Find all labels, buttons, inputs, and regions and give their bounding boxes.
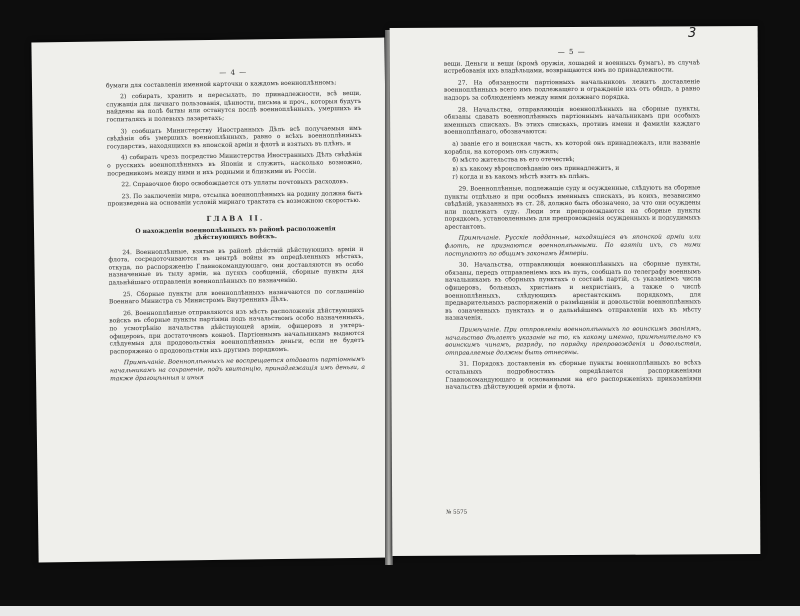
left-page <box>31 38 391 563</box>
paragraph: 31. Порядокъ доставленія въ сборные пункты военноплѣнныхъ во всѣхъ остальныхъ подробностяхъ опредѣляется распоряженіями Главнокомандующаго и основанными на его распоряженіяхъ приказаніями начальствъ дѣйствующей арміи и флота. <box>445 359 702 391</box>
paragraph: 22. Справочное бюро освобождается отъ уплаты почтовыхъ расходовъ. <box>121 178 349 189</box>
list-item: в) къ какому вѣроисповѣданію онъ принадлежитъ, и <box>452 164 620 173</box>
scan-border-strip <box>0 606 800 616</box>
paragraph: 24. Военноплѣнные, взятые въ районѣ дѣйствій дѣйствующихъ арміи и флота, сосредоточиваются въ центрѣ войны въ опредѣленныхъ мѣстахъ, откуда, по распоряженію Главнокомандующаго, они доставляются въ особо назначенные въ тылу арміи, на путяхъ сообщеній, сборные пункты для дальнѣйшаго отправленія военноплѣнныхъ по назначенію. <box>108 245 364 287</box>
paragraph: 4) собирать чрезъ посредство Министерства Иностранныхъ Дѣлъ свѣдѣнія о русскихъ военноплѣнныхъ въ Японіи и служить, насколько возможно, посредникомъ между ними и ихъ родными и близкими въ Россіи. <box>107 151 363 177</box>
list-item: г) когда и въ какомъ мѣстѣ взятъ въ плѣнъ. <box>452 173 590 181</box>
note: Примѣчаніе. При отправленіи военноплѣнныхъ по воинскимъ званіямъ, начальство дѣлаетъ указаніе на то, къ какому именно, примѣнительно къ воинскимъ чинамъ, разряду, по порядку препровожденія и довольствія, отправляемые должны быть отнесены. <box>445 325 702 357</box>
paragraph: 30. Начальства, отправляющія военноплѣнныхъ на сборные пункты, обязаны, передъ отправленіемъ ихъ въ путь, сообщать по телеграфу военнымъ начальникамъ въ сборныхъ пунктахъ о составѣ партій, съ указаніемъ числа офицеровъ, больныхъ, христіанъ и нехристіанъ, а также о числѣ военноплѣнныхъ, слѣдующихъ арестантскимъ порядкомъ, для предварительныхъ распоряженій о размѣщеніи и довольствіи военноплѣнныхъ въ означенныхъ пунктахъ и о дальнѣйшемъ отправленіи ихъ къ мѣсту назначенія. <box>444 260 702 323</box>
paragraph: бумаги для составленія именной карточки о каждомъ военноплѣнномъ; <box>105 78 337 90</box>
archive-page-number: 3 <box>688 26 697 41</box>
paragraph: вещи. Деньги и вещи (кромѣ оружія, лошадей и военныхъ бумагъ), въ случаѣ истребованія ихъ владѣльцами, возвращаются имъ по принадлежности. <box>443 58 700 75</box>
paragraph: 3) сообщать Министерству Иностранныхъ Дѣлъ всѣ получаемыя имъ свѣдѣнія объ умершихъ военноплѣнныхъ, равно о всѣхъ военноплѣнныхъ государствъ, находящихся въ японской арміи и флотѣ и взятыхъ въ плѣнъ, и <box>106 124 362 151</box>
right-page <box>390 26 761 556</box>
paragraph: 27. На обязанности партіонныхъ начальниковъ лежитъ доставленіе военноплѣнныхъ всего имъ подлежащего и огражденіе ихъ отъ обидъ, а равно надзоръ за соблюденіемъ между ними должнаго порядка. <box>443 78 700 102</box>
page-number-left: — 4 — <box>219 68 248 77</box>
page-number-right: — 5 — <box>557 47 586 57</box>
paragraph: 2) собирать, хранить и пересылать, по принадлежности, всѣ вещи, служащія для личнаго пользованія, цѣнности, письма и проч., которыя будутъ найдены на полѣ битвы или останутся послѣ военноплѣнныхъ, умершихъ въ госпиталяхъ и полевыхъ лазаретахъ; <box>106 90 362 124</box>
item-list <box>444 139 700 181</box>
list-item: б) мѣсто жительства въ его отечествѣ; <box>452 156 575 164</box>
note: Примѣчаніе. Военноплѣнныхъ не воспрещается отдавать партіоннымъ начальникамъ на сохраненіе, подъ квитанцію, принадлежащія имъ деньги, а также драгоцѣнныя и иныя <box>109 356 366 383</box>
note: Примѣчаніе. Русскіе подданные, находящіеся въ японской арміи или флотѣ, не признаются военноплѣнными. По взятіи ихъ, съ ними поступаютъ по общимъ законамъ Имперіи. <box>444 233 701 258</box>
list-item: а) званіе его и воинская часть, къ которой онъ принадлежалъ, или названіе корабля, на которомъ онъ служилъ; <box>444 139 701 156</box>
right-page-text <box>444 48 702 395</box>
paragraph: 25. Сборные пункты для военноплѣнныхъ назначаются по соглашенію Военнаго Министра съ Министромъ Внутреннихъ Дѣлъ. <box>108 287 364 306</box>
paragraph: 23. По заключеніи мира, отсылка военноплѣнныхъ на родину должна быть произведена на основаніи условій мирнаго трактата съ возможною скоростью. <box>107 189 363 208</box>
left-page-text <box>106 68 365 387</box>
paragraph: 29. Военноплѣнные, подлежащіе суду и осужденные, слѣдуютъ на сборные пункты отдѣльно и при особыхъ именныхъ спискахъ, въ коихъ, независимо свѣдѣній, указанныхъ въ ст. 28, должно быть обозначено, за что они осуждены или подлежатъ суду. Люди эти препровождаются на сборные пункты порядкомъ, установленнымъ для препровожденія осужденныхъ и подсудимыхъ арестантовъ. <box>444 184 701 231</box>
chapter-subtitle: О нахожденіи военноплѣнныхъ въ районѣ расположенія дѣйствующихъ войскъ. <box>135 224 336 242</box>
print-mark: № 5575 <box>446 509 468 516</box>
paragraph: 28. Начальства, отправляющія военноплѣнныхъ на сборные пункты, обязаны сдавать военноплѣнныхъ партіоннымъ начальникамъ при особыхъ именныхъ спискахъ. Въ этихъ спискахъ, противъ имени и фамиліи каждаго военноплѣннаго, обозначаются: <box>444 104 701 137</box>
chapter-title: ГЛАВА II. <box>206 213 265 223</box>
paragraph: 26. Военноплѣнные отправляются изъ мѣстъ расположенія дѣйствующихъ войскъ въ сборные пункты партіями подъ начальствомъ особо назначенныхъ, по усмотрѣнію начальства дѣйствующей арміи, офицеровъ и унтеръ-офицеровъ, при достаточномъ конвоѣ. Партіоннымъ начальникамъ выдаются слѣдуемыя для продовольствія военноплѣнныхъ деньги, если не будетъ распоряжено о продовольствіи ихъ другимъ порядкомъ. <box>109 306 365 356</box>
